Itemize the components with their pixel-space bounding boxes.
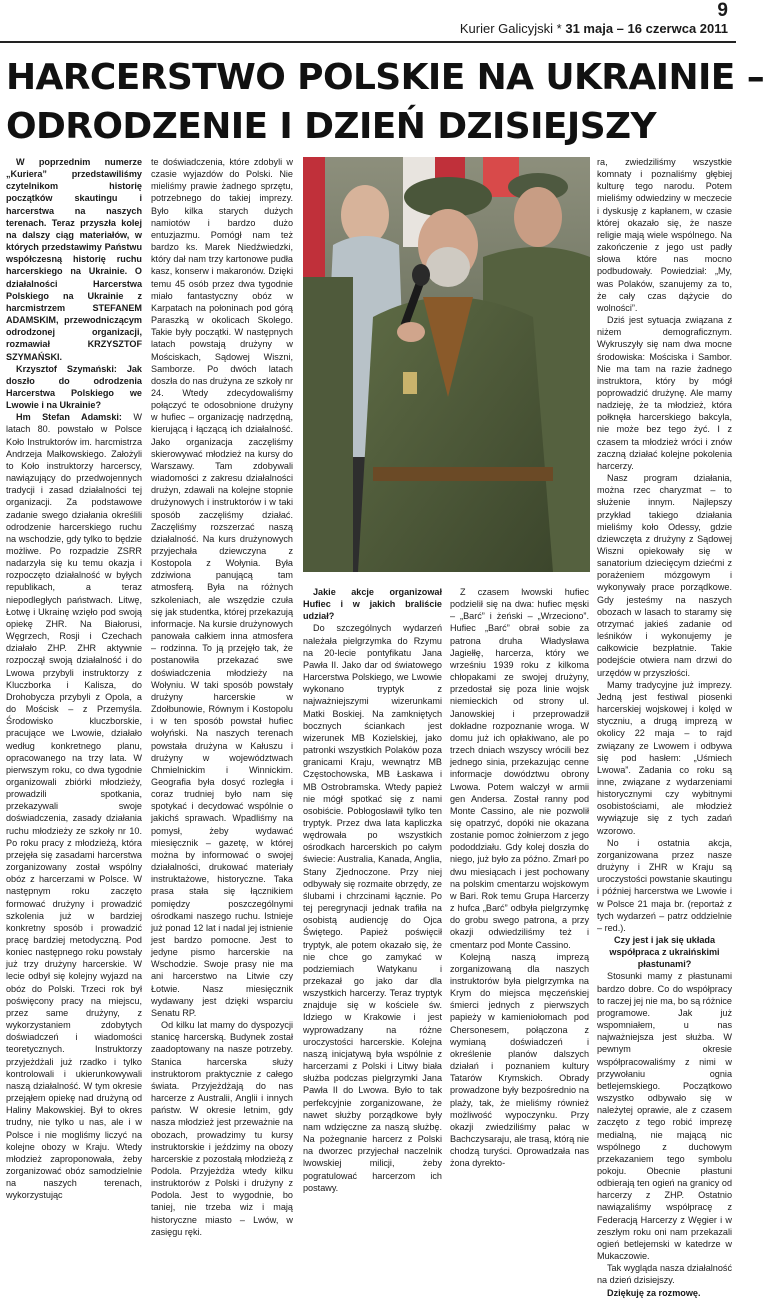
paragraph: Do szczególnych wydarzeń należała pielgrzymka do Rzymu na 20-lecie pontyfikatu Jana Pawła II. Jako dar od światowego Harcerstwa Polskiego, we Lwowie wykonano tryptyk z najważniejszymi wizerunkami Matki Boskiej. Na zamkniętych bocznych ściankach jest wizerunek MB Kozielskiej, jako patronki wszystkich Polaków poza granicami Kraju, wewnątrz MB Częstochowska, MB Łaskawa i MB Ostrobramska. Wtedy papież nie mógł spotkać się z nami osobiście. Pobłogosławił tylko ten tryptyk. Przez dwa lata kapliczka wędrowała po wszystkich ośrodkach harcerskich po całym świecie: Australia, Kanada, Anglia, Stany Zjednoczone. Przy niej odbywały się rozmaite obrzędy, ze ślubami i chrzcinami łącznie. Po tej peregrynacji jednak trafiła na osobistą audiencję do Ojca Świętego. Papież poświęcił tryptyk, ale potem okazało się, że nie chce go zamykać w podziemiach Watykanu i przekazał go jako dar dla wszystkich harcerzy. Teraz tryptyk znajduje się w kościele św. Idziego w Krakowie i jest wyprowadzany na różne uroczystości harcerskie. Kolejna naszą inicjatywą była wspólnie z harcerzami z Polski i Litwy biała służba podczas pielgrzymki Jana Pawła II do Lwowa. Było to tak perfekcyjnie zorganizowane, że nawet służby porządkowe były nam wdzięczne za naszą służbę. Na pożegnanie harcerz z Polski na dworzec przyjechał naczelnik lwowskiej milicji, żeby pogratulować harcerzom ich postawy. (303, 623, 442, 1193)
interview-answer-1 (6, 411, 142, 1201)
closing-line: Dziękuję za rozmowę. (607, 1287, 701, 1298)
speaker-name: Hm Stefan Adamski: (16, 412, 122, 423)
paragraph: Z czasem lwowski hufiec podzielił się na dwa: hufiec męski – „Barć” i żeński – „Wrzeciono”. Hufiec „Barć” obrał sobie za patrona druha Władysława Jagiełłę, harcerza, który we wrześniu 1939 roku z kilkoma chłopakami ze swojej drużyny, przedostał się poza linie wojsk niemieckich od strony ul. Janowskiej i przeprowadził dokładne rozpoznanie wroga. W domu już ich opłakiwano, ale po trzech dniach wszyscy wrócili bez jednego sinia, przekazując cenne informacje dowództwu obrony Lwowa. Potem walczył w armii gen Andersa. Został ranny pod Monte Cassino, ale nie pozwolił się opatrzyć, dopóki nie okazana zostanie pomoc żołnierzom z jego pododdziału. Gdy kolej doszła do niego, już było za późno. Zmarł po dwu miesiącach i jest pochowany na polskim cmentarzu wojskowym w Bari. Rok temu Grupa Harcerzy z hufca „Barć” odbyła pielgrzymkę do grobu swego patrona, a przy okazji odwiedziliśmy też i cmentarz pod Monte Cassino. (450, 587, 589, 950)
paragraph: Tak wygląda nasza działalność na dzień dzisiejszy. (597, 1263, 732, 1286)
article-column-5 (597, 156, 732, 1298)
paragraph: ra, zwiedziliśmy wszystkie komnaty i poznaliśmy głębiej kulturę tego narodu. Potem mieliśmy odwiedziny w meczecie i dyskusję z kapłanem, w czasie której okazało się, że nasze religie mają wiele wspólnego. Na zakończenie z jego ust padły słowa które nas mocno podbudowały. Powiedział: „My, was Polaków, szanujemy za to, że cały czas dążycie do wolności”. (597, 157, 732, 313)
article-column-2 (151, 156, 293, 1237)
header-rule (0, 41, 736, 43)
publication-name: Kurier Galicyjski (459, 21, 554, 36)
headline-line-1: HARCERSTWO POLSKIE NA UKRAINIE – (6, 57, 764, 98)
issue-date: 31 maja – 16 czerwca 2011 (565, 21, 728, 36)
paragraph: Mamy tradycyjne już imprezy. Jedną jest festiwal piosenki harcerskiej wojskowej i kolęd w styczniu, a drugą imprezą w okolicy 22 maja – to rajd związany ze Lwowem i odbywa się pod hasłem: „Uśmiech Lwowa”. Zadania co roku są inne, związane z wydarzeniami historycznymi czy wybitnymi osobistościami, ale młodzież wywiązuje się z tych zadań wzorowo. (597, 679, 732, 836)
paragraph: te doświadczenia, które zdobyli w czasie wyjazdów do Polski. Nie mieliśmy prawie żadnego sprzętu, potrzebnego do takiej imprezy. Było kilka starych dużych namiotów i bardzo dużo entuzjazmu. Pomógł nam też bardzo ks. Marek Niedźwiedzki, który dał nam trzy kartonowe pudła kasz, konserw i makaronów. Dzięki temu 45 osób przez dwa tygodnie miało fantastyczny obóz w Karpatach na połoninach pod górą Paraszką w okolicach Skolego. Takie były początki. W następnych latach powstają drużyny w Mościskach, Sądowej Wiszni, Samborze. Po dwóch latach doszła do nas drużyna ze szkoły nr 24. Wtedy zdecydowaliśmy połączyć te odosobnione drużyny w hufiec – organizację nadrzędną, kierującą i łączącą ich działalność. Jako organizacja zaczęliśmy skierowywać młodzież na kursy do Warszawy. Tam zdobywali wiadomości z zakresu działalności drużyn, zdawali na kolejne stopnie drużynowych i instruktorów i w taki sposób zaczęliśmy działać. Zaczęliśmy rozszerzać naszą działalność. Na kurs drużynowych przyjechała dziewczyna z Kostopola z Wołynia. Była zdziwiona panującą tam atmosferą. Była na różnych szkoleniach, ale wszędzie czuła się jak studentka, której przekazują informacje. Na kursie drużynowych panowała całkiem inna atmosfera – rodzinna. To ją przejęło tak, że postanowiła przekazać swe doświadczenia młodzieży na Wołyniu. W taki sposób powstały drużyny harcerskie w Zdołbunowie, Równym i Kostopolu i w ten sposób powstał hufiec wołyński. Na naszych terenach powstała drużyna w Kałuszu i drużyny w województwach Chmielnickim i Winnickim. Geografia była dosyć rozległa i coraz trudniej było nam się spotykać i decydować wspólnie o jakichś sprawach. Wpadliśmy na pomysł, żeby wydawać miesięcznik – gazetę, w której można by informować o swojej działalności, drukować materiały instruktażowe, historyczne. Taka prasa stała się łącznikiem pomiędzy poszczególnymi ośrodkami naszego ruchu. Istnieje już ponad 12 lat i nadal jej istnienie jest bardzo pomocne. Jest to jedyne pismo harcerskie na Wschodzie. Swoje prasy nie ma ani harcerstwo na Litwie czy Łotwie. Nasz miesięcznik wydawany jest dzięki wsparciu Senatu RP. (151, 157, 293, 1018)
page-number: 9 (717, 0, 728, 21)
headline-line-2: ODRODZENIE I DZIEŃ DZISIEJSZY (6, 106, 656, 147)
article-column-4 (450, 586, 589, 1169)
article-lead: W poprzednim numerze „Kuriera” przedstawiliśmy czytelnikom historię początków skautingu i harcerstwa na naszych terenach. Teraz przyszła kolej na dalszy ciąg materiałów, w których przedstawimy Państwu współczesną historię ruchu harcerskiego na Ukrainie. O działalności Harcerstwa Polskiego na Ukrainie z harcmistrzem STEFANEM ADAMSKIM, przewodniczącym odrodzonej organizacji, rozmawiał KRZYSZTOF SZYMAŃSKI. (6, 157, 142, 362)
paragraph: Kolejną naszą imprezą zorganizowaną dla naszych instruktorów była pielgrzymka na Krym do miejsca męczeńskiej śmierci jednych z pierwszych papieży w kamieniołomach pod Chersonesem, połączona z wymianą doświadczeń i określenie planów dalszych działań i poznaniem kultury Tatarów Krymskich. Obrady prowadzone były bezpośrednio na plaży, tak, że mieliśmy również możliwość wypoczynku. Przy okazji zwiedziliśmy pałac w Bachczysaraju, ale trasą, którą nie chodzą turyści. Oprowadzała nas żona dyrekto- (450, 951, 589, 1169)
paragraph: Nasz program działania, można rzec charyzmat – to służenie innym. Najlepszy przykład takiego działania mieliśmy koło Odessy, gdzie dziewczęta z drużyny z Sądowej Wiszni opiekowały się w sanatorium dziecięcym dziećmi z porażeniem mózgowym i wykonywały prace porządkowe. Gdy jesteśmy na naszych obozach w lasach to staramy się otrzymać jakieś zadanie od leśników i wykonujemy je całkowicie bezpłatnie. Takie podejście otwiera nam drzwi do urzędów w przyszłości. (597, 473, 732, 678)
interview-question-2: Jakie akcje organizował Hufiec i w jakich braliście udział? (303, 587, 442, 622)
article-column-3 (303, 586, 442, 1193)
masthead-separator: * (553, 21, 566, 36)
answer-text: W latach 80. powstało w Polsce Koło Instruktorów im. harcmistrza Andrzeja Małkowskiego. Założyli to Koło instruktorzy harcerscy, nawiązujący do przedwojennych tradycji i zasad działalności tej organizacji. Za podstawowe zadanie swego działania określili odrodzenie harcerskiego ruchu na wschodzie, gdy tylko to będzie możliwe. Po rozpadzie ZSRR nadarzyła się ku temu okazja i rozpoczęto działalność w byłych republikach, a teraz niepodległych państwach. Litwę, Łotwę i Ukrainę wzięło pod swoją opiekę ZHR. Na Białorusi, Węgrzech, Rosji i Czechach działało ZHP. ZHR aktywnie rozpoczął swoją działalność i do Lwowa przybyli instruktorzy z Kluczborka i Kalisza, do Drohobycza przybyli z Opola, a do Mościsk – z Przemyśla. Środowisko kluczborskie, pracujące we Lwowie, działało według konkretnego planu, opracowanego na trzy lata. W pierwszym roku, co dwa tygodnie organizowali zbiórki młodzieży, prowadzili spotkania, przekazywali swoje doświadczenia, zasady działania ruchu młodzieży ze szkoły nr 10. Po roku pracy z młodzieżą, która przejęła się zasadami harcerstwa zorganizowany został wspólny obóz z harcerzami w Polsce. W następnym roku zaczęto formować drużyny i prowadzić szkolenia już w bardziej konkretny sposób i prowadzić pracę bardziej metodyczną. Pod koniec następnego roku powstały już trzy drużyny harcerskie. W lecie odbył się kolejny wyjazd na obóz do Polski. Trzeci rok był poświęcony pracy na miejscu, przez same drużyny, z wykorzystaniem zdobytych doświadczeń i wiadomości teoretycznych. Instruktorzy przyjeżdżali już rzadko i tylko kontrolowali i ukierunkowywali naszą działalność. W tym okresie przejąłem opiekę nad drużyną od Haliny Makowskiej. Był to okres trudny, nie tylko u nas, ale i w Polsce i nie mogliśmy liczyć na kolejne obozy w Kraju. Wtedy młodzież zaproponowała, żeby zorganizować obóz samodzielnie na naszych terenach, wykorzystując (6, 412, 142, 1201)
paragraph: No i ostatnia akcja, zorganizowana przez nasze drużyny i ZHR w Kraju są uroczystości powstanie skautingu i później harcerstwa we Lwowie i w Polsce 21 maja br. (reportaż z tych wydarzeń – patrz oddzielnie – red.). (597, 837, 732, 933)
interview-question-3: Czy jest i jak się układa współpraca z ukraińskimi płastunami? (609, 935, 720, 970)
article-photo (303, 157, 590, 572)
paragraph: Od kilku lat mamy do dyspozycji stanicę harcerską. Budynek został zaadoptowany na nasze potrzeby. Stanica harcerska służy instruktorom praktycznie z całego świata. Przyjeżdżają do nas harcerze z Australii, Anglii i innych państw. W okresie letnim, gdy nasza młodzież jest przeważnie na obozach, prowadzimy tu kursy instruktorskie i jeździmy na obozy harcerskie z pozostałą młodzieżą z Podola. Przyjeżdża wtedy kilku instruktorów z Polski i drużyny z Podola. Jest to wygodnie, bo taniej, nie trzeba wiz i mają historyczne miasto – Lwów, w zasięgu ręki. (151, 1020, 293, 1237)
interview-question-1: Krzysztof Szymański: Jak doszło do odrodzenia Harcerstwa Polskiego we Lwowie i na Ukrainie? (6, 363, 142, 411)
masthead (460, 21, 728, 36)
article-headline (6, 53, 764, 151)
photo-scouts-leader-speaking-icon (303, 157, 590, 572)
paragraph: Stosunki mamy z płastunami bardzo dobre. Co do współpracy to raczej jej nie ma, bo są różnice programowe. Jak już wspomniałem, u nas najważniejsza jest służba. W pewnym okresie współpracowaliśmy z nimi w przywołaniu ognia betlejemskiego. Początkowo wszystko odbywało się w należytej oprawie, ale z czasem zaczęto z tego robić imprezę medialną, nie mającą nic wspólnego z duchowym przekazaniem tego symbolu pokoju. Obecnie płastuni odbierają ten ogień na granicy od harcerzy z ZHP. Ostatnio nawiązaliśmy współpracę z Federacją Harcerzy z Węgier i w zeszłym roku oni nam przekazali ogień betlejemski w katedrze w Mukaczowie. (597, 971, 732, 1262)
article-column-1 (6, 156, 142, 1201)
paragraph: Dziś jest sytuacja związana z niżem demograficznym. Wykruszyły się nam dwa mocne środowiska: Mościska i Sambor. Nie ma tam na razie żadnego instruktora, który by mógł poprowadzić drużynę. Ale mamy nadzieję, że ta młodzież, która połknęła harcerskiego bakcyla, nie może bez tego żyć. I z czasem ta młodzież wróci i znów zaczną działać kolejne pokolenia harcerzy. (597, 315, 732, 471)
